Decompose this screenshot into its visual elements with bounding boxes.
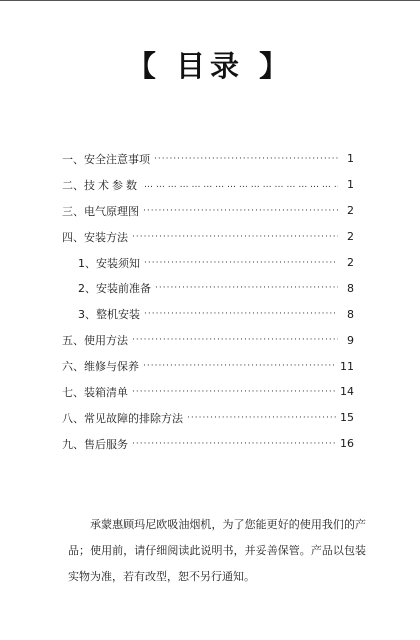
toc-entry[interactable] xyxy=(62,172,354,198)
toc-entry-page-number: 8 xyxy=(347,281,354,295)
toc-entry-page-number: 8 xyxy=(347,307,354,321)
toc-dot-leader xyxy=(144,180,338,190)
toc-entry-label: 安装须知 xyxy=(96,256,140,270)
toc-entry[interactable] xyxy=(62,275,354,301)
toc-entry-page-number: 1 xyxy=(347,152,354,166)
toc-entry-page-number: 1 xyxy=(347,178,354,192)
toc-entry[interactable] xyxy=(62,405,354,431)
toc-entry-number: 九、 xyxy=(62,437,84,451)
toc-entry-label: 电气原理图 xyxy=(84,204,139,218)
table-of-contents xyxy=(62,146,354,457)
toc-entry-number: 1、 xyxy=(78,256,96,270)
toc-dot-leader xyxy=(143,206,338,216)
toc-dot-leader xyxy=(187,413,336,423)
toc-dot-leader xyxy=(154,154,338,164)
toc-entry-label: 整机安装 xyxy=(96,308,140,322)
toc-dot-leader xyxy=(132,335,338,345)
toc-entry[interactable] xyxy=(62,146,354,172)
toc-dot-leader xyxy=(132,387,336,397)
toc-entry-label: 维修与保养 xyxy=(84,360,139,374)
toc-dot-leader xyxy=(144,258,338,268)
toc-entry[interactable] xyxy=(62,250,354,276)
toc-entry[interactable] xyxy=(62,198,354,224)
toc-entry-label: 安装前准备 xyxy=(96,282,151,296)
toc-entry-number: 二、 xyxy=(62,178,84,192)
toc-entry-number: 五、 xyxy=(62,334,84,348)
toc-entry[interactable] xyxy=(62,379,354,405)
toc-entry-label: 装箱清单 xyxy=(84,385,128,399)
toc-entry-number: 三、 xyxy=(62,204,84,218)
toc-entry-number: 八、 xyxy=(62,411,84,425)
toc-dot-leader xyxy=(143,361,336,371)
toc-entry-page-number: 9 xyxy=(347,333,354,347)
toc-entry-label: 售后服务 xyxy=(84,437,128,451)
toc-entry-number: 一、 xyxy=(62,152,84,166)
toc-entry[interactable] xyxy=(62,353,354,379)
toc-entry-page-number: 11 xyxy=(340,359,354,373)
toc-entry-number: 3、 xyxy=(78,308,96,322)
page-title: 【 目录 】 xyxy=(126,49,294,83)
toc-entry[interactable] xyxy=(62,224,354,250)
toc-dot-leader xyxy=(132,439,336,449)
toc-entry-label: 常见故障的排除方法 xyxy=(84,411,183,425)
toc-entry-number: 六、 xyxy=(62,360,84,374)
toc-entry-page-number: 16 xyxy=(340,437,354,451)
toc-entry-page-number: 2 xyxy=(347,230,354,244)
notice-paragraph: 承蒙惠顾玛尼欧吸油烟机，为了您能更好的使用我们的产品；使用前，请仔细阅读此说明书，并妥善保管。产品以包装实物为准，若有改型，恕不另行通知。 xyxy=(68,518,366,583)
top-rule xyxy=(0,0,420,1)
toc-entry-label: 安全注意事项 xyxy=(84,152,150,166)
toc-entry-page-number: 14 xyxy=(340,385,354,399)
toc-dot-leader xyxy=(155,283,338,293)
toc-entry-label: 技术参数 xyxy=(84,178,140,192)
toc-entry-number: 四、 xyxy=(62,230,84,244)
toc-entry-number: 2、 xyxy=(78,282,96,296)
toc-entry-number: 七、 xyxy=(62,385,84,399)
toc-entry-label: 安装方法 xyxy=(84,230,128,244)
toc-entry[interactable] xyxy=(62,301,354,327)
toc-entry-label: 使用方法 xyxy=(84,334,128,348)
toc-entry-page-number: 2 xyxy=(347,256,354,269)
toc-dot-leader xyxy=(132,232,338,242)
toc-dot-leader xyxy=(144,309,338,319)
toc-entry-page-number: 2 xyxy=(347,204,354,218)
toc-entry-page-number: 15 xyxy=(340,411,354,425)
toc-entry[interactable] xyxy=(62,431,354,457)
toc-entry[interactable] xyxy=(62,327,354,353)
